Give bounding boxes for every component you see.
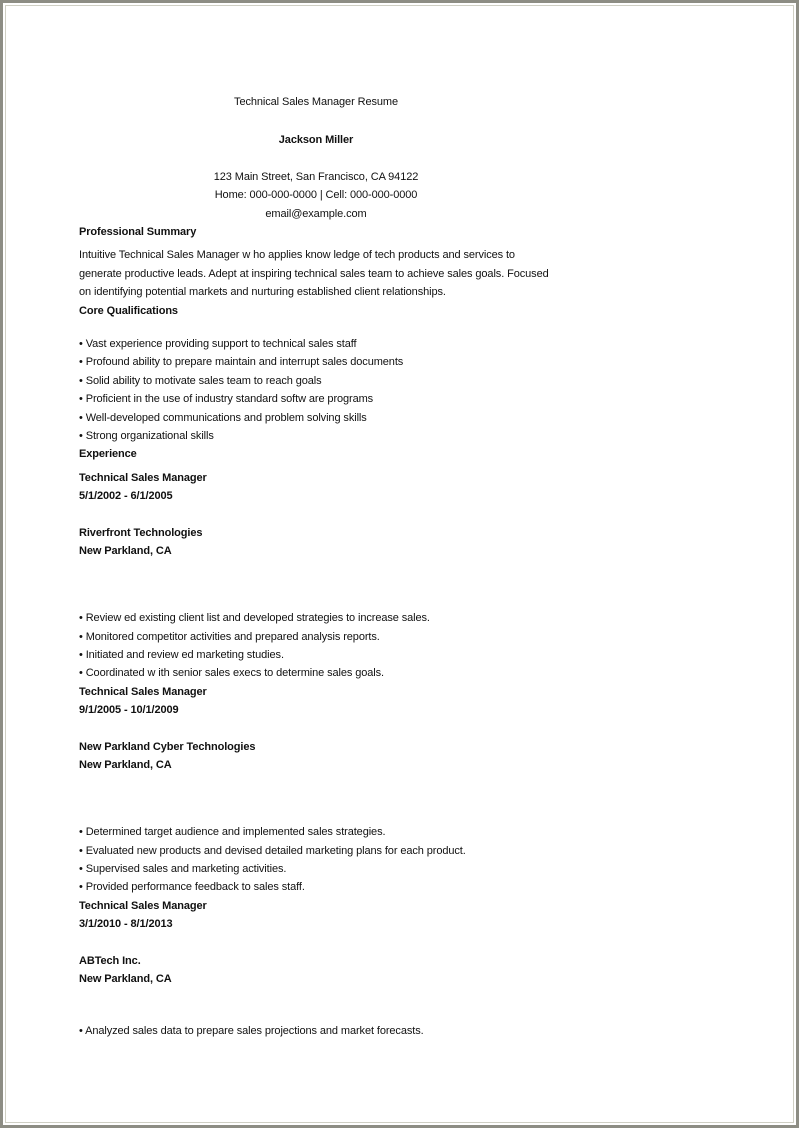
job-bullet: • Analyzed sales data to prepare sales projections and market forecasts. [79, 1025, 424, 1037]
candidate-name: Jackson Miller [278, 134, 354, 146]
job-dates: 9/1/2005 - 10/1/2009 [79, 704, 179, 716]
job-company: ABTech Inc. [79, 955, 141, 967]
job-title: Technical Sales Manager [79, 900, 207, 912]
experience-heading: Experience [79, 448, 137, 460]
job-bullet: • Initiated and review ed marketing studies. [79, 649, 284, 661]
qualification-item: • Solid ability to motivate sales team to reach goals [79, 375, 322, 387]
summary-line: Intuitive Technical Sales Manager w ho applies know ledge of tech products and services to [79, 249, 515, 261]
qualification-item: • Strong organizational skills [79, 430, 214, 442]
job-bullet: • Monitored competitor activities and prepared analysis reports. [79, 631, 380, 643]
summary-line: generate productive leads. Adept at inspiring technical sales team to achieve sales goals. Focused [79, 268, 549, 280]
job-location: New Parkland, CA [79, 545, 172, 557]
job-company: Riverfront Technologies [79, 527, 203, 539]
job-bullet: • Review ed existing client list and developed strategies to increase sales. [79, 612, 430, 624]
email: email@example.com [265, 208, 367, 220]
job-title: Technical Sales Manager [79, 686, 207, 698]
document-title: Technical Sales Manager Resume [234, 96, 398, 108]
qualification-item: • Vast experience providing support to technical sales staff [79, 338, 357, 350]
job-location: New Parkland, CA [79, 973, 172, 985]
job-bullet: • Provided performance feedback to sales staff. [79, 881, 305, 893]
qualification-item: • Proficient in the use of industry standard softw are programs [79, 393, 374, 405]
job-bullet: • Determined target audience and implemented sales strategies. [79, 826, 386, 838]
qualification-item: • Well-developed communications and problem solving skills [79, 412, 367, 424]
job-dates: 3/1/2010 - 8/1/2013 [79, 918, 173, 930]
qualification-item: • Profound ability to prepare maintain and interrupt sales documents [79, 356, 404, 368]
job-bullet: • Evaluated new products and devised detailed marketing plans for each product. [79, 845, 466, 857]
job-dates: 5/1/2002 - 6/1/2005 [79, 490, 173, 502]
summary-heading: Professional Summary [79, 226, 197, 238]
job-title: Technical Sales Manager [79, 472, 207, 484]
job-bullet: • Coordinated w ith senior sales execs to determine sales goals. [79, 667, 385, 679]
address: 123 Main Street, San Francisco, CA 94122 [213, 171, 419, 183]
job-bullet: • Supervised sales and marketing activities. [79, 863, 287, 875]
job-location: New Parkland, CA [79, 759, 172, 771]
qualifications-heading: Core Qualifications [79, 305, 178, 317]
summary-line: on identifying potential markets and nurturing established client relationships. [79, 286, 446, 298]
job-company: New Parkland Cyber Technologies [79, 741, 256, 753]
phone-numbers: Home: 000-000-0000 | Cell: 000-000-0000 [214, 189, 418, 201]
